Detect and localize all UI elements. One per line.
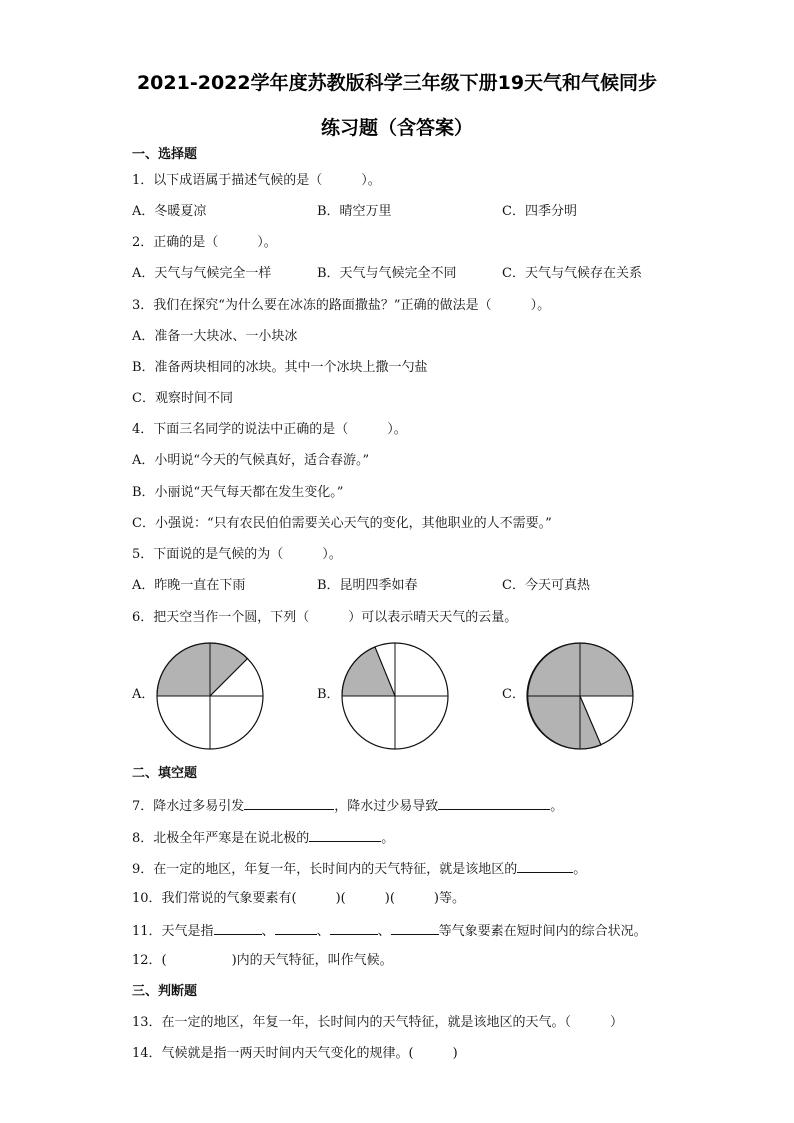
question-8-blank[interactable] <box>309 828 381 842</box>
question-1-option-c: C．四季分明 <box>502 204 577 219</box>
section-heading-true-false: 三、判断题 <box>132 984 198 999</box>
section-heading-fill-in: 二、填空题 <box>132 766 198 781</box>
question-3-stem: 3．我们在探究“为什么要在冰冻的路面撒盐？”正确的做法是（ ）。 <box>132 298 551 313</box>
question-11 <box>132 921 647 941</box>
question-11-blank-3[interactable] <box>330 921 378 935</box>
page-title-line1: 2021-2022学年度苏教版科学三年级下册19天气和气候同步 <box>136 72 658 94</box>
question-7-blank-2[interactable] <box>438 796 550 810</box>
section-heading-choice: 一、选择题 <box>132 147 198 162</box>
question-11-sep-2: 、 <box>316 924 330 939</box>
question-8-text-1: 8．北极全年严寒是在说北极的 <box>132 831 310 846</box>
question-6-option-b-label: B． <box>317 687 340 702</box>
question-2-option-b: B．天气与气候完全不同 <box>317 266 457 281</box>
question-4-option-b: B．小丽说“天气每天都在发生变化。” <box>132 485 344 500</box>
question-9-text-1: 9．在一定的地区，年复一年，长时间内的天气特征，就是该地区的 <box>132 862 518 877</box>
question-5-option-b: B．昆明四季如春 <box>317 578 418 593</box>
question-7-text-1: 7．降水过多易引发 <box>132 799 245 814</box>
question-11-blank-1[interactable] <box>214 921 262 935</box>
question-2-option-c: C．天气与气候存在关系 <box>502 266 642 281</box>
question-3-option-c: C．观察时间不同 <box>132 391 233 406</box>
page-title-line2: 练习题（含答案） <box>320 117 473 139</box>
question-5-option-c: C．今天可真热 <box>502 578 590 593</box>
question-7-text-3: 。 <box>550 799 564 814</box>
question-9-text-2: 。 <box>573 862 587 877</box>
question-2-option-a: A．天气与气候完全一样 <box>132 266 272 281</box>
question-12: 12．( )内的天气特征，叫作气候。 <box>132 953 393 968</box>
question-4-stem: 4．下面三名同学的说法中正确的是（ ）。 <box>132 422 407 437</box>
question-8-text-2: 。 <box>381 831 395 846</box>
question-6-option-a-label: A． <box>132 687 155 702</box>
question-1-option-b: B．晴空万里 <box>317 204 392 219</box>
question-9 <box>132 859 586 879</box>
question-4-option-a: A．小明说“今天的气候真好，适合春游。” <box>132 453 370 468</box>
question-6-option-c-label: C． <box>502 687 525 702</box>
question-5-option-a: A．昨晚一直在下雨 <box>132 578 246 593</box>
question-13: 13．在一定的地区，年复一年，长时间内的天气特征，就是该地区的天气。（ ） <box>132 1015 624 1030</box>
cloud-cover-pie-b <box>340 641 450 751</box>
question-4-option-c: C．小强说：“只有农民伯伯需要关心天气的变化，其他职业的人不需要。” <box>132 516 552 531</box>
question-5-stem: 5．下面说的是气候的为（ ）。 <box>132 547 342 562</box>
question-6-stem: 6．把天空当作一个圆，下列（ ）可以表示晴天天气的云量。 <box>132 610 518 625</box>
question-3-option-a: A．准备一大块冰、一小块冰 <box>132 329 298 344</box>
question-3-option-b: B．准备两块相同的冰块。其中一个冰块上撒一勺盐 <box>132 360 428 375</box>
question-14: 14．气候就是指一两天时间内天气变化的规律。( ) <box>132 1046 458 1061</box>
question-10: 10．我们常说的气象要素有( )( )( )等。 <box>132 891 465 906</box>
question-7 <box>132 796 563 816</box>
cloud-cover-pie-c <box>525 641 635 751</box>
question-7-blank-1[interactable] <box>244 796 334 810</box>
question-1-stem: 1．以下成语属于描述气候的是（ ）。 <box>132 173 381 188</box>
question-1-option-a: A．冬暖夏凉 <box>132 204 207 219</box>
question-11-blank-4[interactable] <box>391 921 439 935</box>
question-11-text-1: 11．天气是指 <box>132 924 214 939</box>
question-9-blank[interactable] <box>517 859 573 873</box>
question-11-text-2: 等气象要素在短时间内的综合状况。 <box>438 924 647 939</box>
question-11-sep-3: 、 <box>377 924 391 939</box>
question-2-stem: 2．正确的是（ ）。 <box>132 235 277 250</box>
question-11-sep-1: 、 <box>261 924 275 939</box>
question-11-blank-2[interactable] <box>275 921 317 935</box>
question-7-text-2: ，降水过少易导致 <box>334 799 439 814</box>
cloud-cover-pie-a <box>155 641 265 751</box>
question-8 <box>132 828 394 848</box>
